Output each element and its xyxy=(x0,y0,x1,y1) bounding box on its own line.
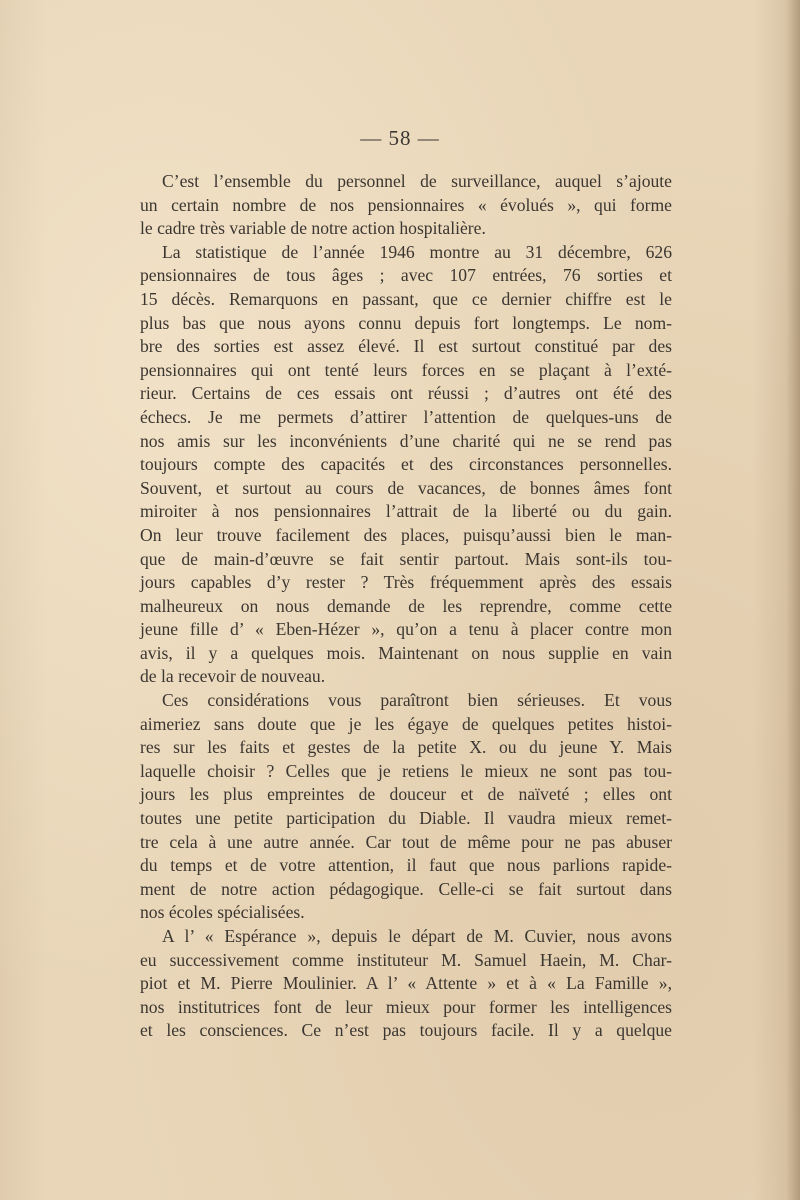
text-line: ment de notre action pédagogique. Celle-ci se fait surtout dans xyxy=(140,878,672,899)
page-edge-shadow xyxy=(786,0,800,1200)
text-line: jeune fille d’ « Eben-Hézer », qu’on a tenu à placer contre mon xyxy=(140,619,672,640)
text-line: malheureux on nous demande de les reprendre, comme cette xyxy=(140,595,672,616)
text-line: bre des sorties est assez élevé. Il est surtout constitué par des xyxy=(140,336,672,357)
page-number: — 58 — xyxy=(360,126,440,150)
text-line: toutes une petite participation du Diable. Il vaudra mieux remet- xyxy=(140,808,672,829)
text-line: toujours compte des capacités et des circonstances personnelles. xyxy=(140,454,672,475)
text-line: A l’ « Espérance », depuis le départ de M. Cuvier, nous avons xyxy=(162,926,672,946)
text-line: pensionnaires de tous âges ; avec 107 entrées, 76 sorties et xyxy=(140,265,672,286)
text-line: nos écoles spécialisées. xyxy=(140,902,305,923)
text-line: un certain nombre de nos pensionnaires « évolués », qui forme xyxy=(140,194,672,215)
text-line: de la recevoir de nouveau. xyxy=(140,666,326,687)
text-line: res sur les faits et gestes de la petite X. ou du jeune Y. Mais xyxy=(140,737,672,758)
text-line: aimeriez sans doute que je les égaye de quelques petites histoi- xyxy=(140,713,672,734)
text-line: nos amis sur les inconvénients d’une charité qui ne se rend pas xyxy=(140,430,672,451)
text-line: Ces considérations vous paraîtront bien sérieuses. Et vous xyxy=(162,690,672,711)
text-line: 15 décès. Remarquons en passant, que ce dernier chiffre est le xyxy=(140,288,672,309)
text-line: avis, il y a quelques mois. Maintenant on nous supplie en vain xyxy=(140,642,672,663)
text-line: plus bas que nous ayons connu depuis fort longtemps. Le nom- xyxy=(140,312,672,333)
text-line: échecs. Je me permets d’attirer l’attention de quelques-uns de xyxy=(140,406,672,427)
text-line: miroiter à nos pensionnaires l’attrait de la liberté ou du gain. xyxy=(140,501,672,522)
text-line: laquelle choisir ? Celles que je retiens le mieux ne sont pas tou- xyxy=(140,760,672,781)
text-line: le cadre très variable de notre action hospitalière. xyxy=(140,218,486,239)
text-line: tre cela à une autre année. Car tout de même pour ne pas abuser xyxy=(140,831,672,852)
text-line: On leur trouve facilement des places, puisqu’aussi bien le man- xyxy=(140,524,672,545)
text-line: nos institutrices font de leur mieux pour former les intelligences xyxy=(140,996,672,1017)
text-line: et les consciences. Ce n’est pas toujours facile. Il y a quelque xyxy=(140,1020,672,1041)
text-line: piot et M. Pierre Moulinier. A l’ « Attente » et à « La Famille », xyxy=(140,973,672,994)
text-line: eu successivement comme instituteur M. Samuel Haein, M. Char- xyxy=(140,949,672,970)
text-line: Souvent, et surtout au cours de vacances, de bonnes âmes font xyxy=(140,477,672,498)
text-line: rieur. Certains de ces essais ont réussi ; d’autres ont été des xyxy=(140,383,672,404)
text-line: La statistique de l’année 1946 montre au 31 décembre, 626 xyxy=(162,241,672,262)
text-line: que de main-d’œuvre se fait sentir partout. Mais sont-ils tou- xyxy=(140,548,672,569)
text-line: C’est l’ensemble du personnel de surveillance, auquel s’ajoute xyxy=(162,171,672,191)
text-line: jours capables d’y rester ? Très fréquemment après des essais xyxy=(140,572,672,593)
text-line: jours les plus empreintes de douceur et de naïveté ; elles ont xyxy=(140,784,672,805)
body-text xyxy=(140,170,672,1043)
text-line: du temps et de votre attention, il faut que nous parlions rapide- xyxy=(140,855,672,876)
text-line: pensionnaires qui ont tenté leurs forces en se plaçant à l’exté- xyxy=(140,359,672,380)
